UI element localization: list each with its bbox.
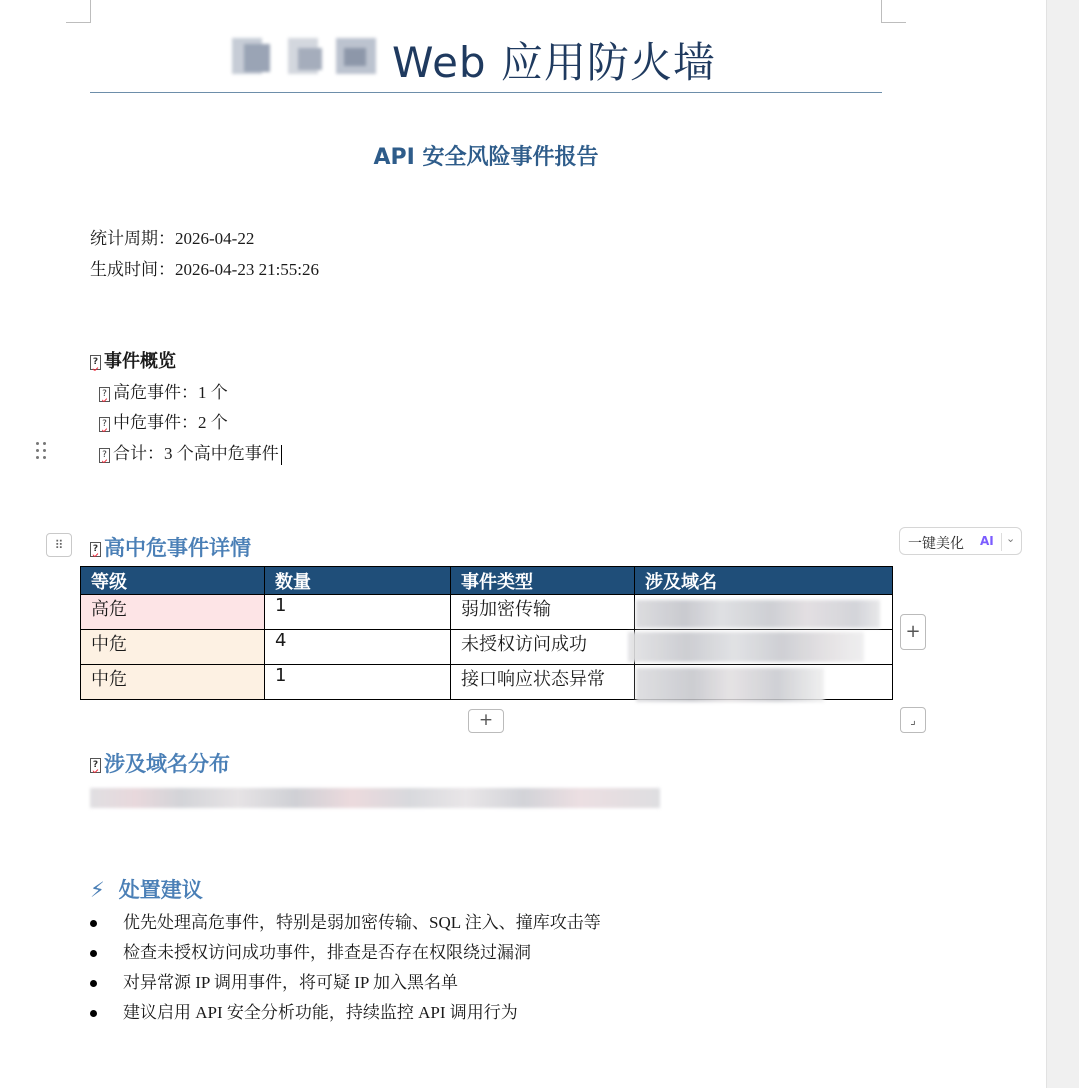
vertical-scrollbar[interactable] — [1046, 0, 1079, 1088]
lightning-icon: ⚡ — [90, 878, 105, 902]
one-click-beautify-button[interactable] — [899, 527, 1022, 555]
redacted-domain — [636, 668, 824, 702]
redacted-domain-list — [90, 788, 660, 808]
cell-count[interactable]: 4 — [265, 630, 451, 665]
details-heading: ? 高中危事件详情 — [90, 532, 251, 562]
advice-list — [90, 908, 601, 1028]
emoji-placeholder-icon: ? — [99, 387, 110, 402]
list-item: 优先处理高危事件，特别是弱加密传输、SQL 注入、撞库攻击等 — [90, 908, 601, 938]
beautify-label: 一键美化 — [908, 536, 964, 552]
column-header-type: 事件类型 — [451, 567, 635, 595]
ai-badge: AI — [980, 534, 994, 548]
overview-item-high: ? 高危事件：1 个 — [99, 378, 228, 403]
emoji-placeholder-icon: ? — [99, 417, 110, 432]
add-column-button[interactable]: + — [900, 614, 926, 650]
emoji-placeholder-icon: ? — [90, 355, 101, 370]
resize-table-icon[interactable]: ⌟ — [900, 707, 926, 733]
drag-handle-icon[interactable] — [36, 442, 48, 462]
table-header-row — [81, 567, 893, 595]
column-header-domain: 涉及域名 — [635, 567, 893, 595]
cell-type[interactable]: 未授权访问成功 — [451, 630, 635, 665]
generated-time: 生成时间：2026-04-23 21:55:26 — [90, 260, 320, 279]
domains-heading: ? 涉及域名分布 — [90, 748, 230, 778]
add-row-button[interactable]: + — [468, 709, 504, 733]
list-item: 检查未授权访问成功事件，排查是否存在权限绕过漏洞 — [90, 938, 601, 968]
header-title: Web 应用防火墙 — [392, 38, 716, 87]
list-item: 建议启用 API 安全分析功能，持续监控 API 调用行为 — [90, 998, 601, 1028]
cell-level[interactable]: 中危 — [81, 665, 265, 700]
page-corner-mark-left — [66, 0, 91, 23]
column-header-level: 等级 — [81, 567, 265, 595]
cell-count[interactable]: 1 — [265, 665, 451, 700]
emoji-placeholder-icon: ? — [99, 448, 110, 463]
report-title: API 安全风险事件报告 — [373, 145, 599, 170]
stat-period: 统计周期：2026-04-22 — [90, 229, 255, 248]
emoji-placeholder-icon: ? — [90, 542, 101, 557]
column-header-count: 数量 — [265, 567, 451, 595]
overview-item-mid: ? 中危事件：2 个 — [99, 408, 228, 433]
redacted-company-name — [232, 34, 382, 78]
beautify-separator — [1001, 533, 1002, 551]
overview-item-total[interactable]: ? 合计：3 个高中危事件 — [99, 439, 282, 465]
overview-heading: ? 事件概览 — [90, 347, 176, 373]
list-item: 对异常源 IP 调用事件，将可疑 IP 加入黑名单 — [90, 968, 601, 998]
emoji-placeholder-icon: ? — [90, 758, 101, 773]
cell-type[interactable]: 弱加密传输 — [451, 595, 635, 630]
chevron-down-icon[interactable]: ⌄ — [1006, 532, 1016, 545]
cell-level[interactable]: 高危 — [81, 595, 265, 630]
page-corner-mark-right — [881, 0, 906, 23]
text-cursor — [281, 445, 282, 465]
block-handle-button[interactable]: ⠿ — [46, 533, 72, 557]
advice-heading: ⚡ 处置建议 — [90, 878, 203, 902]
redacted-domain — [636, 600, 880, 628]
cell-count[interactable]: 1 — [265, 595, 451, 630]
cell-type[interactable]: 接口响应状态异常 — [451, 665, 635, 700]
cell-level[interactable]: 中危 — [81, 630, 265, 665]
header-divider — [90, 92, 882, 93]
redacted-domain — [628, 632, 864, 662]
